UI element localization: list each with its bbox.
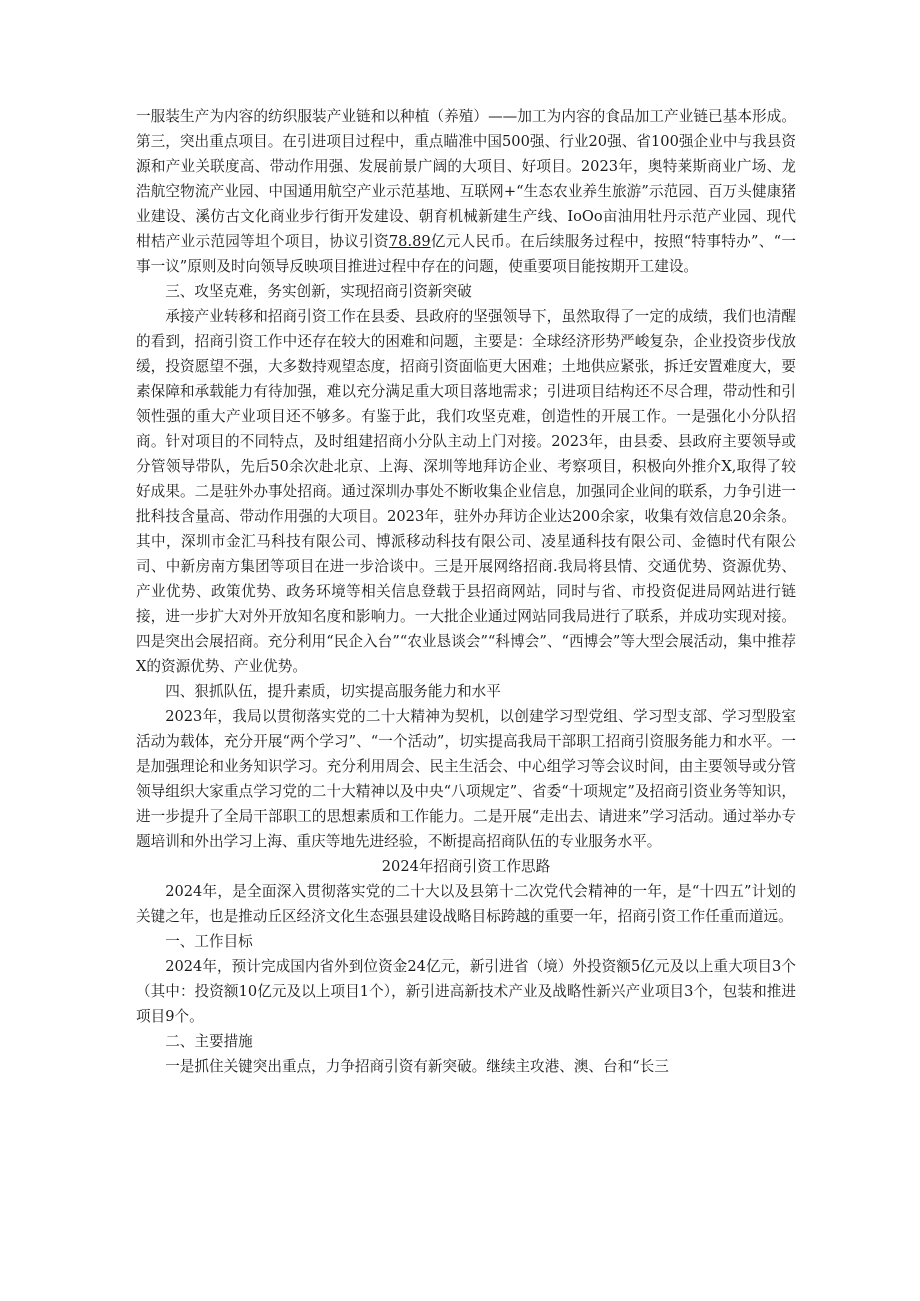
paragraph-industry-chain-text: 一服装生产为内容的纺织服装产业链和以种植（养殖）——加工为内容的食品加工产业链已基本形成。第三，突出重点项目。在引进项目过程中，重点瞄准中国500强、行业20强、省100强企业中与我县资源和产业关联度高、带动作用强、发展前景广阔的大项目、好项目。2023年，奥特莱斯商业广场、龙浩航空物流产业园、中国通用航空产业示范基地、互联网+“生态农业养生旅游”示范园、百万头健康猪业建设、溪仿古文化商业步行街开发建设、朝育机械新建生产线、IoOo亩油用牡丹示范产业园、现代柑桔产业示范园等坦个项目，协议引资 xyxy=(136,108,796,250)
paragraph-industry-chain-tail: 亿元人民币。在后续服务过程中，按照“特事特办”、“一事一议”原则及时向领导反映项目推进过程中存在的问题，使重要项目能按期开工建设。 xyxy=(136,233,796,275)
paragraph-industry-chain xyxy=(136,104,796,279)
section-heading-3: 三、攻坚克难，务实创新，实现招商引资新突破 xyxy=(165,283,472,300)
paragraph-2024-intro: 2024年，是全面深入贯彻落实党的二十大以及县第十二次党代会精神的一年，是“十四五”计划的关键之年，也是推动丘区经济文化生态强县建设战略目标跨越的重要一年，招商引资工作任重而道远。 xyxy=(136,883,796,925)
subheading-main-measures: 二、主要措施 xyxy=(165,1033,253,1050)
paragraph-team-building: 2023年，我局以贯彻落实党的二十大精神为契机，以创建学习型党组、学习型支部、学习型股室活动为载体，充分开展“两个学习”、“一个活动”，切实提高我局干部职工招商引资服务能力和水平。一是加强理论和业务知识学习。充分利用周会、民主生活会、中心组学习等会议时间，由主要领导或分管领导组织大家重点学习党的二十大精神以及中央“八项规定”、省委“十项规定”及招商引资业务等知识，进一步提升了全局干部职工的思想素质和工作能力。二是开展“走出去、请进来”学习活动。通过举办专题培训和外出学习上海、重庆等地先进经验，不断提高招商队伍的专业服务水平。 xyxy=(136,708,796,850)
investment-amount: 78.89 xyxy=(388,233,431,250)
paragraph-challenges: 承接产业转移和招商引资工作在县委、县政府的坚强领导下，虽然取得了一定的成绩，我们也清醒的看到，招商引资工作中还存在较大的困难和问题，主要是：全球经济形势严峻复杂，企业投资步伐放缓，投资愿望不强，大多数持观望态度，招商引资面临更大困难；土地供应紧张，拆迁安置难度大，要素保障和承载能力有待加强，难以充分满足重大项目落地需求；引进项目结构还不尽合理，带动性和引领性强的重大产业项目还不够多。有鉴于此，我们攻坚克难，创造性的开展工作。一是强化小分队招商。针对项目的不同特点，及时组建招商小分队主动上门对接。2023年，由县委、县政府主要领导或分管领导带队，先后50余次赴北京、上海、深圳等地拜访企业、考察项目，积极向外推介X,取得了较好成果。二是驻外办事处招商。通过深圳办事处不断收集企业信息，加强同企业间的联系，力争引进一批科技含量高、带动作用强的大项目。2023年，驻外办拜访企业达200余家，收集有效信息20余条。其中，深圳市金汇马科技有限公司、博派移动科技有限公司、凌星通科技有限公司、金德时代有限公司、中新房南方集团等项目在进一步洽谈中。三是开展网络招商.我局将县情、交通优势、资源优势、产业优势、政策优势、政务环境等相关信息登载于县招商网站，同时与省、市投资促进局网站进行链接，进一步扩大对外开放知名度和影响力。一大批企业通过网站同我局进行了联系，并成功实现对接。四是突出会展招商。充分利用“民企入台”“农业恳谈会”“科博会”、“西博会”等大型会展活动，集中推荐X的资源优势、产业优势。 xyxy=(136,308,796,675)
section-heading-4: 四、狠抓队伍，提升素质，切实提高服务能力和水平 xyxy=(165,683,501,700)
document-page xyxy=(136,104,796,1079)
section-title-2024: 2024年招商引资工作思路 xyxy=(381,858,551,875)
subheading-work-goals: 一、工作目标 xyxy=(165,933,253,950)
paragraph-main-measures: 一是抓住关键突出重点，力争招商引资有新突破。继续主攻港、澳、台和“长三 xyxy=(165,1058,669,1075)
paragraph-work-goals: 2024年，预计完成国内省外到位资金24亿元，新引进省（境）外投资额5亿元及以上重大项目3个（其中：投资额10亿元及以上项目1个），新引进高新技术产业及战略性新兴产业项目3个，包装和推进项目9个。 xyxy=(136,958,796,1025)
